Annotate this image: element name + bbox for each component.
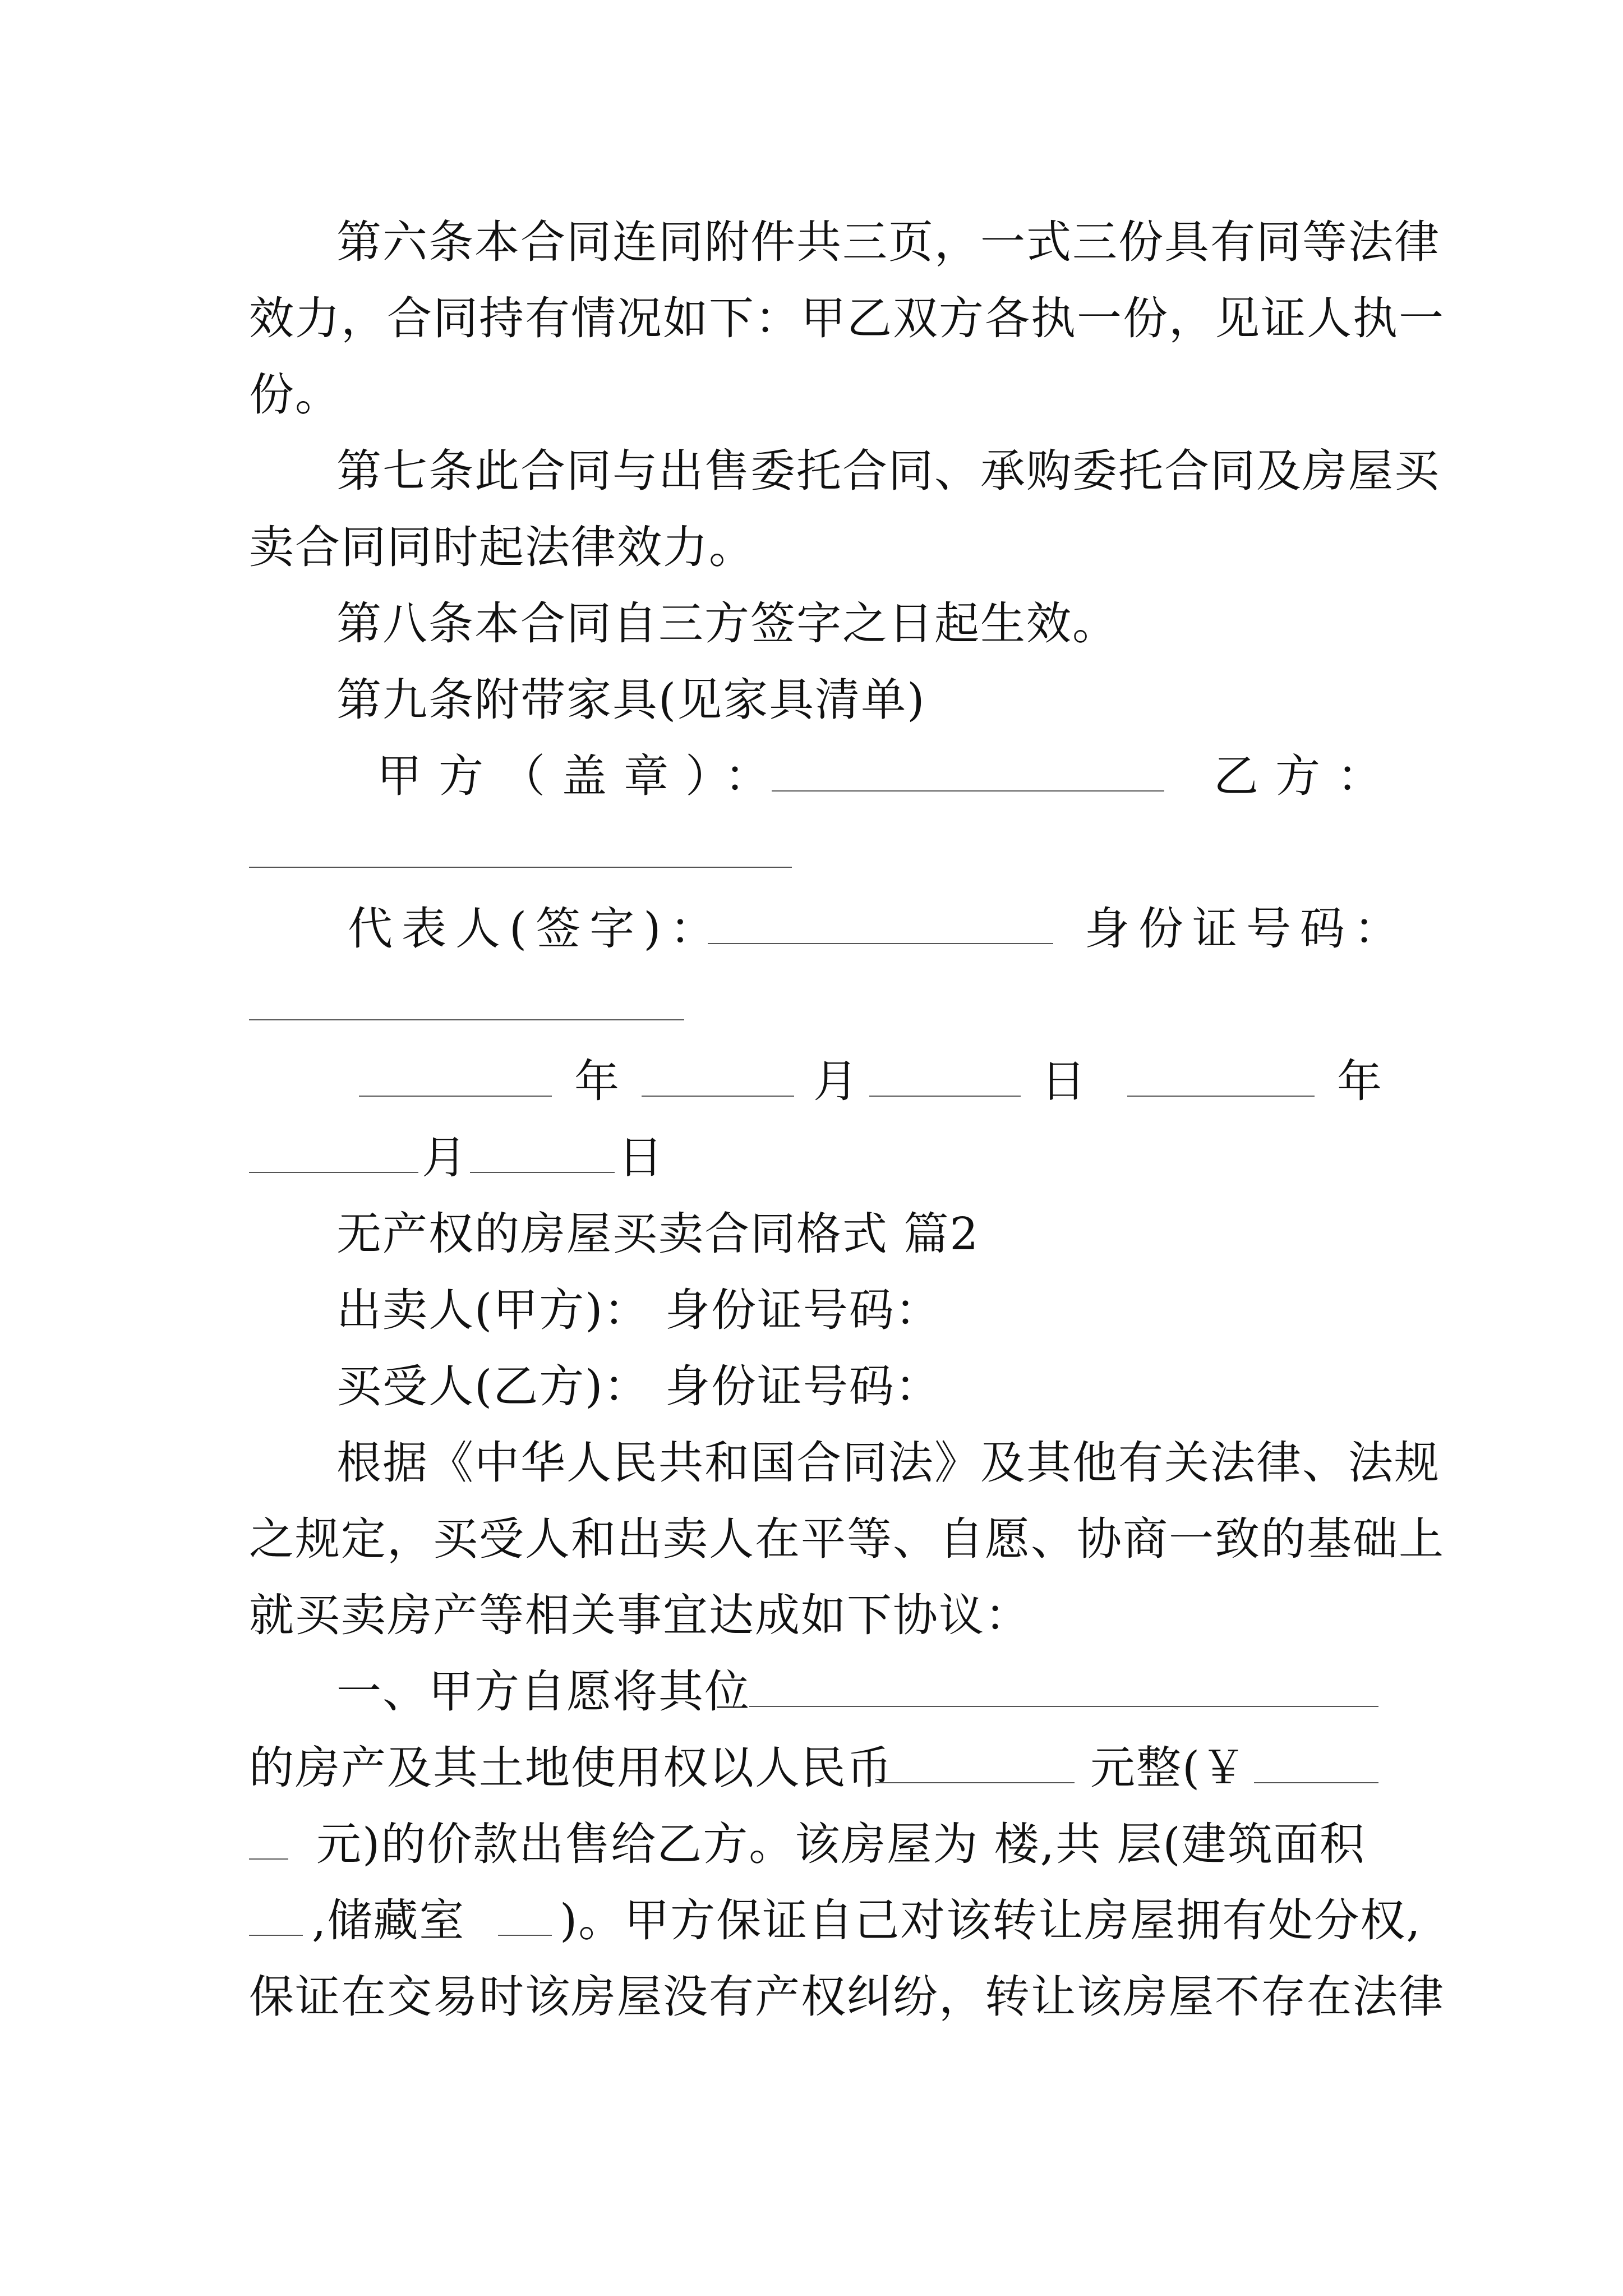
date-year-field-2[interactable] bbox=[1127, 1053, 1315, 1110]
party-a-seal-label: 甲方（盖章）： bbox=[377, 750, 786, 802]
representative-signature-field[interactable] bbox=[708, 901, 1053, 957]
property-location-field[interactable] bbox=[749, 1664, 1378, 1720]
date-year-label-2: 年 bbox=[1337, 1055, 1383, 1107]
price-in-words-field[interactable] bbox=[875, 1740, 1075, 1796]
id-number-field[interactable] bbox=[249, 977, 684, 1033]
article-6-line-1: 第六条本合同连同附件共三页，一式三份具有同等法律 bbox=[336, 216, 1440, 268]
date-month-field-2[interactable] bbox=[249, 1130, 418, 1186]
preamble-line-1: 根据《中华人民共和国合同法》及其他有关法律、法规 bbox=[336, 1437, 1440, 1489]
clause-1-prefix: 一、甲方自愿将其位 bbox=[336, 1665, 750, 1718]
party-b-label: 乙方： bbox=[1214, 750, 1399, 802]
id-number-label: 身份证号码： bbox=[1085, 903, 1408, 955]
date-month-label-2: 月 bbox=[422, 1131, 468, 1184]
preamble-line-2: 之规定，买受人和出卖人在平等、自愿、协商一致的基础上 bbox=[249, 1513, 1445, 1565]
date-year-field-1[interactable] bbox=[359, 1053, 552, 1110]
date-day-label-1: 日 bbox=[1041, 1055, 1087, 1107]
building-area-field[interactable] bbox=[249, 1893, 303, 1949]
clause-1-line-4b: )。甲方保证自己对该转让房屋拥有处分权, bbox=[560, 1894, 1422, 1947]
article-6-line-3: 份。 bbox=[249, 369, 341, 421]
party-b-field[interactable] bbox=[249, 825, 792, 881]
preamble-line-3: 就买卖房产等相关事宜达成如下协议： bbox=[249, 1589, 1031, 1641]
buyer-line: 买受人(乙方)： 身份证号码： bbox=[336, 1360, 941, 1412]
clause-1-line-2a: 的房产及其土地使用权以人民币 bbox=[249, 1742, 893, 1794]
article-6-line-2: 效力，合同持有情况如下：甲乙双方各执一份，见证人执一 bbox=[249, 292, 1445, 344]
clause-1-line-3: 元)的价款出售给乙方。该房屋为 楼,共 层(建筑面积 bbox=[316, 1818, 1366, 1870]
article-7-line-2: 卖合同同时起法律效力。 bbox=[249, 521, 755, 573]
price-in-figures-field[interactable] bbox=[1254, 1740, 1378, 1796]
clause-1-line-2b: 元整(￥ bbox=[1090, 1742, 1247, 1794]
representative-label: 代表人(签字)： bbox=[348, 903, 724, 955]
date-month-label-1: 月 bbox=[813, 1055, 859, 1107]
date-year-label-1: 年 bbox=[574, 1055, 620, 1107]
party-a-seal-field[interactable] bbox=[772, 748, 1164, 804]
date-day-label-2: 日 bbox=[618, 1131, 664, 1184]
article-8: 第八条本合同自三方签字之日起生效。 bbox=[336, 597, 1118, 650]
clause-1-line-5: 保证在交易时该房屋没有产权纠纷，转让该房屋不存在法律 bbox=[249, 1971, 1445, 2023]
article-9: 第九条附带家具(见家具清单) bbox=[336, 674, 926, 726]
date-day-field-1[interactable] bbox=[869, 1053, 1021, 1110]
article-7-line-1: 第七条此合同与出售委托合同、承购委托合同及房屋买 bbox=[336, 445, 1440, 497]
date-day-field-2[interactable] bbox=[470, 1130, 615, 1186]
price-in-figures-field-continued[interactable] bbox=[249, 1816, 288, 1872]
seller-line: 出卖人(甲方)： 身份证号码： bbox=[336, 1284, 941, 1336]
section-2-title: 无产权的房屋买卖合同格式 篇2 bbox=[336, 1208, 980, 1260]
storage-room-field[interactable] bbox=[498, 1893, 552, 1949]
clause-1-line-4a: ,储藏室 bbox=[312, 1894, 465, 1947]
date-month-field-1[interactable] bbox=[642, 1053, 794, 1110]
